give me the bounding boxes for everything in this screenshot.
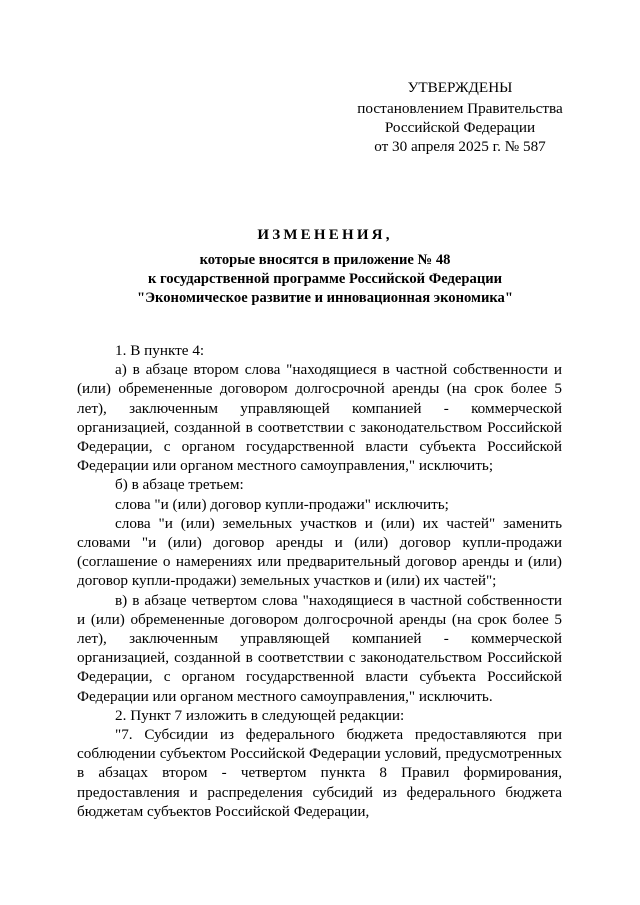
paragraph-sub-b: б) в абзаце третьем:: [115, 476, 244, 494]
paragraph-sub-a: а) в абзаце втором слова "находящиеся в частной собственности и (или) обремененные договором долгосрочной аренды (на срок более 5 лет), заключенным управляющей компанией - коммерческой организацией, созданной в соответствии с законодательством Российской Федерации, с органом государственной власти субъекта Российской Федерации или органом местного самоуправления," исключить;: [77, 361, 562, 475]
approval-block: [340, 78, 580, 156]
paragraph-sub-c: в) в абзаце четвертом слова "находящиеся в частной собственности и (или) обремененные договором долгосрочной аренды (на срок более 5 лет), заключенным управляющей компанией - коммерческой организацией, созданной в соответствии с законодательством Российской Федерации, с органом государственной власти субъекта Российской Федерации или органом местного самоуправления," исключить.: [77, 591, 562, 705]
subtitle-line-2: к государственной программе Российской Федерации: [147, 271, 503, 288]
paragraph-item-1: 1. В пункте 4:: [115, 342, 205, 359]
approval-line-government: Российской Федерации: [384, 119, 536, 136]
approval-title: УТВЕРЖДЕНЫ: [407, 79, 513, 96]
paragraph-b-1: слова "и (или) договор купли-продажи" исключить;: [115, 495, 449, 513]
subtitle-line-1: которые вносятся в приложение № 48: [199, 252, 451, 268]
approval-line-decree: постановлением Правительства: [357, 100, 563, 117]
subtitle-line-3: "Экономическое развитие и инновационная экономика": [137, 290, 513, 307]
paragraph-b-2: слова "и (или) земельных участков и (или) их частей" заменить словами "и (или) договор аренды и (или) договор купли-продажи (соглашение о намерениях или предварительный договор аренды и (или) договор купли-продажи) земельных участков и (или) их частей";: [77, 514, 562, 590]
paragraph-item-2: 2. Пункт 7 изложить в следующей редакции:: [115, 706, 405, 724]
paragraph-item-7-text: "7. Субсидии из федерального бюджета предоставляются при соблюдении субъектом Российской Федерации условий, предусмотренных в абзацах втором - четвертом пункта 8 Правил формирования, предоставления и распределения субсидий из федерального бюджета бюджетам субъектов Российской Федерации,: [77, 726, 562, 820]
approval-line-date: от 30 апреля 2025 г. № 587: [374, 138, 546, 155]
document-title: ИЗМЕНЕНИЯ,: [257, 227, 393, 243]
document-subtitle: [60, 251, 590, 309]
document-body: [77, 341, 562, 821]
